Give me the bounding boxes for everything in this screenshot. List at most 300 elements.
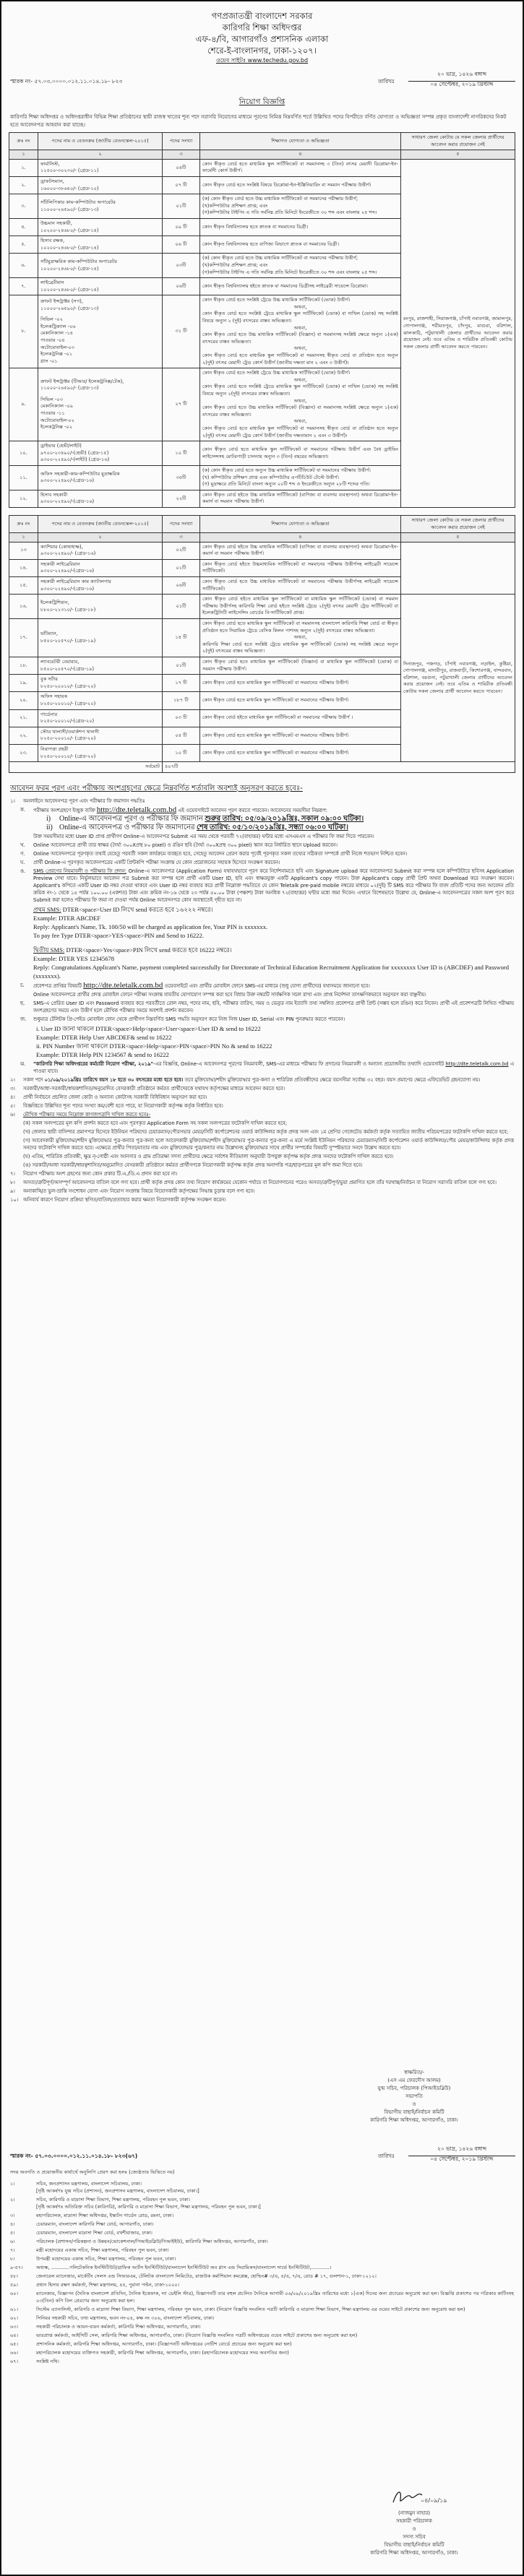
job-qualification — [200, 236, 401, 254]
job-qualification — [200, 278, 401, 295]
job-trade: ইলেকট্রিক্যাল -০৬ — [40, 323, 76, 329]
qualification-text: কোন স্বীকৃত বোর্ড হতে উচ্চ মাধ্যমিক সার্টিফিকেট (বিজ্ঞান) বা সমমানসহ সংশ্লিষ্ট ক্ষেত্রে অন্যুন ১(এক) বৎসরের বাস্তব অভিজ্ঞতা। — [202, 332, 398, 345]
col-district: সাধারণ জেলা কোটায় যে সকল জেলার প্রার্থীদের আবেদন করার প্রয়োজন নেই — [401, 515, 515, 532]
item-number: ১। — [10, 798, 15, 804]
copy-section — [1, 2144, 523, 2367]
item-number: ৬৭। — [10, 2359, 18, 2364]
job-post — [38, 595, 163, 619]
letterhead — [1, 1, 523, 65]
qualification-text: (গ) মুদ্রাক্ষরে প্রতি মিনিটে বাংলা অন্যুন ২০টি শব্দ ও ইংরেজীতে অন্যুন ২৮টি শব্দের গতি। — [202, 481, 370, 488]
total-label: সর্বমোট — [9, 762, 163, 773]
help-user-id-example: Example: DTER Help User ABCDEF& send to 16222 — [36, 1033, 172, 1041]
job-scale: ৮২৫০-২০০১০/- (গ্রেড-২০) — [40, 683, 96, 689]
job-scale: ১০২০০-২৪৬৮০/- (গ্রেড-১৪) — [40, 286, 99, 293]
total-value: ৪০৭টি — [163, 762, 515, 773]
job-scale: ৯৩০০-২২৪৯০/-(গ্রেড-১৬) — [40, 568, 95, 574]
job-sl: ৯. — [9, 368, 38, 441]
copy-text — [36, 2349, 514, 2356]
job-count: ০১টি — [163, 559, 200, 576]
item-number: ৫৮। — [10, 2273, 18, 2279]
qualification-text: কোন স্বীকৃত বোর্ড হতে সংশ্লিষ্ট ট্রেডে মাধ্যমিক স্কুল সার্টিফিকেট (ভোক) বা দাখিল (ভোক) সহ সংশ্লিষ্ট বিষয়ে অন্যুন ২(দুই) বৎসরের বাস্তব অভিজ্ঞতা। — [202, 384, 398, 397]
memo2-number: স্মারক নং- ৫৭.০৩.০০০০.০১২.১১.০১৪.১৮- ৮২৩(৬৭) — [10, 2153, 138, 2159]
item-number: ৭। — [10, 2247, 15, 2253]
qualification-text: কোন স্বীকৃত বোর্ড হতে মাধ্যমিক স্কুল সার্টিফিকেট বা সমমানের পরীক্ষায় উত্তীর্ণ। — [202, 697, 349, 704]
total-row — [9, 762, 515, 773]
sms1-reply: Reply: Applicant's Name, Tk. 100/50 will be charged as application fee, Your PIN is xxxxxxx. — [33, 922, 268, 930]
district-note-text: রংপুর, রাজশাহী, সিরাজগঞ্জ, চাঁপাই নবাবগঞ্জ, জামালপুর, গোপালগঞ্জ, শরীয়তপুর, চাঁদপুর, মাগুরা, বরিশাল, ঝালকাঠি, পটুয়াখালী জেলার প্রার্থীদের আবেদন করার প্রয়োজন নেই। তবে এতিম ও শারিরীক প্রতিবন্ধী কোটায় সকল জেলার প্রার্থী আবেদন করতে পারবেন। — [403, 316, 512, 350]
job-count: ০২টি — [163, 542, 200, 559]
item-number: ৮। — [10, 1179, 15, 1185]
condition-6-umo: (ঙ) সরকারী/আধা সরকারী/স্বায়ত্বশাসিত/অনুমোদিত বেসরকারী প্রতিষ্ঠানে কর্মরত প্রার্থীগণকে নিয়োগকারী কর্তৃপক্ষ কর্তৃক প্রদত্ত অনাপত্তি পত্র/ছাড়পত্রের মূল কপি জমা দিতে হবে। — [23, 1162, 363, 1168]
signatory-role: সভাপতি — [405, 2093, 423, 2099]
column-number-row — [9, 150, 515, 160]
job-name: হিসাব সহকারী — [40, 491, 68, 498]
or-separator: অথবা, — [293, 397, 307, 404]
job-sl: ৪. — [9, 218, 38, 235]
item-number: ৬৩। — [10, 2324, 18, 2330]
item-number: ১। — [10, 2181, 15, 2187]
job-scale: ৮২৫০-২০০১০/- (গ্রেড-২০) — [40, 735, 96, 742]
item-number: ৬১। — [10, 2307, 18, 2312]
condition-cha-text: প্রবেশপত্র প্রাপ্তির বিষয়টি — [33, 982, 82, 989]
job-post — [38, 744, 163, 761]
qualification-text: (ক) কোন স্বীকৃত বোর্ড হতে উচ্চ মাধ্যমিক সার্টিফিকেট বা সমমানের পরীক্ষায় উত্তীর্ণ; — [202, 255, 358, 262]
item-number: i) — [46, 814, 51, 823]
copy-item — [10, 2332, 514, 2339]
copy-text — [36, 2290, 514, 2304]
job-trade: গ্লাস -০১ — [40, 358, 58, 364]
item-number: চ. — [20, 982, 25, 988]
col-num: ১ — [9, 150, 38, 160]
job-post — [38, 709, 163, 727]
copy-text — [36, 2229, 514, 2236]
job-post — [38, 278, 163, 295]
qualification-text: (ক) কোন স্বীকৃত বোর্ড হতে অন্যুন উচ্চ মাধ্যমিক সার্টিফিকেট বা সমমানের পরীক্ষায় উত্তীর্ণ। — [202, 467, 371, 473]
copy-text — [36, 2212, 514, 2219]
job-trade: মেকানিক্যাল -০৯ — [40, 403, 74, 410]
qualification-text: কোন স্বীকৃত বোর্ড হতে সংশ্লিষ্ট ট্রেডে মাধ্যমিক স্কুল সার্টিফিকেট (ভোক) বা দাখিল (ভোক) সহ সংশ্লিষ্ট বিষয়ে অন্যুন ২ (দুই) বৎসরের বাস্তব অভিজ্ঞতা। — [202, 311, 398, 324]
qualification-text: কোন স্বীকৃত বিশ্ববিদ্যালয় হতে বাণিজ্য বিভাগে স্নাতক বা সমমানের ডিগ্রী। — [202, 241, 340, 247]
copy-item — [10, 2349, 514, 2356]
job-qualification — [200, 218, 401, 235]
item-number: ৬৫। — [10, 2341, 18, 2347]
item-number: ৩। — [10, 1085, 15, 1092]
job-qualification — [200, 577, 401, 595]
copy-text — [36, 2323, 514, 2330]
job-sl: ২১. — [9, 709, 38, 727]
copy-recipient: সংশ্লিষ্ট নথি। — [36, 2359, 59, 2364]
district-note — [401, 595, 515, 762]
job-name: সহকারী লাইব্রেরিয়ান কাম ক্যাটালগার — [40, 579, 111, 585]
column-number-row — [9, 533, 515, 543]
item-number: ৫। — [10, 1102, 15, 1109]
qualification-text: কোন স্বীকৃত বিশ্ববিদ্যালয় হইতে স্নাতক বা সমমানের ডিগ্রীসহ লাইব্রেরী সায়েন্সে ডিপ্লোমা। — [202, 282, 368, 289]
city-line: শেরে-ই-বাংলানগর, ঢাকা-১২০৭। — [207, 46, 317, 56]
start-date-label: Online-এ আবেদনপত্র পূরণ ও পরীক্ষার ফি জমাদান — [59, 814, 203, 823]
job-sl: ১. — [9, 159, 38, 176]
job-name: উচ্চমান সহকারী, — [40, 220, 72, 226]
conditions-title: আবেদন ফরম পূরণ এবং পরীক্ষায় অংশগ্রহণের ক্ষেত্রে নিম্নবর্ণিত শর্তাবলি অবশ্যই অনুসরণ করতে হবেঃ- — [10, 784, 303, 792]
copy-recipient: সচিব, কারিগরি ও মাদ্রাসা শিক্ষা বিভাগ, শিক্ষা মন্ত্রণালয়, পরিবহন পুল ভবন, ঢাকা। — [36, 2197, 190, 2203]
copy-text — [36, 2180, 514, 2195]
sms-rules-text: Online-এ আবেদনপত্র (Application Form) যথাযথভাবে পূরণ করে নির্দেশনামতে ছবি এবং Signature upload করে আবেদনপত্র Submit করা সম্পন্ন হলে কম্পিউটারে ছবিসহ Application Preview দেখা যাবে। নির্ভুলভাবে আবেদন পত্র Submit করা সম্পন্ন হলে প্রার্থী একটি User ID, ছবি এবং স্বাক্ষরযুক্ত একটি Applicant's copy পাবেন। উক্ত Applicant's copy প্রার্থী প্রিন্ট অথবা Download করে সংরক্ষণ করবেন। Applicant's কপিতে একটি User ID নম্বর দেওয়া থাকবে এবং User ID নম্বর ব্যবহার করে প্রার্থী নিম্নোক্ত পদ্ধতিতে যে কোন Teletalk pre-paid mobile নম্বরের মাধ্যমে ০২(দুই) টি SMS করে পরীক্ষার ফি বাবদ প্রতিটি পদের জন্য আবেদন প্রতি ক্রমিক নং-১ থেকে ১৫ পর্যন্ত ১০০.০০ (একশত) টাকা এবং ক্রমিক নং-১৬ থেকে ২৩ পর্যন্ত ৫০.০০ টাকা (পঞ্চাশ) টাকা অনধিক ৭২(বাহাত্তর) ঘন্টার মধ্যে জমা দিবেন। এখানে বিশেষভাবে উল্লেখ্য যে, Online-এ আবেদনপত্রের সকল অংশ পূরণ করে Submit করা হলেও পরীক্ষার ফি জমা না দেওয়া পর্যন্ত Online আবেদনপত্র কোন অবস্থাতেই গৃহীত হবে না। — [33, 868, 515, 903]
copy-item — [10, 2341, 514, 2348]
job-name: সহকারী লাইব্রেরিয়ান — [40, 561, 80, 567]
job-post — [38, 441, 163, 466]
condition-cha-note: Online আবেদনপত্রে প্রার্থীর প্রদত্ত মোবাইল ফোনে পরীক্ষা সংক্রান্ত যাবতীয় যোগাযোগ সম্পন্ন করা হবে বিধায় উক্ত নম্বরটি সার্বক্ষণিক সচল রাখা এবং প্রাপ্ত নির্দেশনা তাৎক্ষণিকভাবে অনুসরণ করা বাঞ্ছনীয়। — [33, 991, 426, 998]
qualification-text: (গ)কম্পিউটার টাইপিং এ গতি সর্বনিম্ন প্রতি মিনিটে ইংরেজীতে ৩০ শব্দ এবং বাংলায় ২৫ শব্দ। — [202, 269, 377, 275]
col-district: সাধারণ জেলা কোটায় যে সকল জেলার প্রার্থীদের আবেদন করার প্রয়োজন নেই — [401, 133, 515, 150]
condition-6-gha: (ঘ) এতিম, শারিরিক প্রতিবন্ধী, ক্ষুদ্র নৃ-গোষ্ঠী এবং আনসার ও গ্রাম প্রতিরক্ষা সদস্য প্রার্থীদের ক্ষেত্রে সর্বশেষ নীতিমালা অনুযায়ী উপযুক্ত কর্তৃপক্ষ কর্তৃক প্রদত্ত সনদের ফটোকপি দাখিল করতে হবে। — [23, 1153, 394, 1159]
item-number: ৫। — [10, 2230, 15, 2236]
copy-recipient: চেয়ারম্যান, বাংলাদেশ মাদ্রাসা শিক্ষা বোর্ড, বখশীবাজার, ঢাকা। — [36, 2230, 153, 2236]
website-link[interactable]: ওয়েব সাইটঃ www.techedu.gov.bd — [215, 57, 309, 64]
job-name: সাঁটলিপিকার কাম-কম্পিউটার অপারেটর — [40, 199, 116, 205]
job-post — [38, 236, 163, 254]
copy-recipient: মহাপরিচালক মহোদয়ের ব্যক্তিগত সহকারী, কারিগরি শিক্ষা অধিদপ্তর, আগারগাঁও, ঢাকা। (মহাপরিচালক মহোদয়ের সদয় অবগতির জন্য) — [36, 2350, 289, 2356]
job-sl: ২০. — [9, 692, 38, 709]
teletalk-link[interactable]: http://dte.teletalk.com.bd — [96, 805, 177, 814]
condition-ja: শুধুমাত্র টেলিটক প্রি-পেইড মোবাইল ফোন থেকে প্রার্থীগণ নিম্নবর্ণিত SMS পদ্ধতি অনুসরণ করে নিজ নিজ User ID, Serial এবং PIN পুনরুদ্ধার করতে পারবেন। — [33, 1016, 345, 1022]
col-sl: ক্রঃ নং — [9, 133, 38, 150]
job-sl: ১৭. — [9, 619, 38, 657]
job-post — [38, 542, 163, 559]
item-number: ২। — [10, 2197, 15, 2203]
item-number: জ. — [20, 1016, 27, 1022]
col-count: পদের সংখ্যা — [163, 515, 200, 532]
copy-item — [10, 2264, 514, 2271]
date-label: তারিখঃ — [378, 78, 395, 85]
condition-3: সরকারী/আধা-সরকারী/স্বায়ত্তশাসিত/অনুমোদিত বেসরকারী প্রতিষ্ঠানে কর্মরত প্রার্থীদেরকে যথাযথ কর্তৃপক্ষের মাধ্যমে আবেদন করতে হবে। — [23, 1085, 285, 1092]
condition-7: নিয়োগ পরীক্ষায় অংশ গ্রহণের জন্য কোন প্রকার টি.এ./ডি.এ প্রদান করা হবে না। — [23, 1170, 178, 1177]
job-sl: ৮. — [9, 295, 38, 368]
teletalk-link[interactable]: http://dte.teletalk.com.bd — [445, 1060, 509, 1067]
job-scale: ১০২০০-২৪৬৮০/- (গ্রেড-১৪) — [40, 265, 99, 272]
qualification-text: কোন স্বীকৃত বোর্ড হইতে উচ্চ মাধ্যমিক সার্টিফিকেট (বাণিজ্য বা ব্যবসায় ব্যবস্থাপনা) অথবা ডিপ্লোমা-ইন-কমার্স বা সমমান পরীক্ষায় উত্তীর্ণ। — [202, 543, 398, 557]
copy-recipient: উপমন্ত্রী মহোদয়ের একান্ত সচিব, শিক্ষা মন্ত্রণালয়, পরিবহন পুল ভবন, ঢাকা। — [36, 2256, 176, 2262]
sms1-text: DTER<space>User ID লিখে send করতে হবে ১৬২২২ নম্বরে। — [62, 905, 213, 913]
signatory-committee: বিভাগীয় বাছাই/নির্বাচন কমিটি — [384, 2109, 444, 2115]
or-separator: অথবা, — [293, 418, 307, 425]
sms-instructions — [20, 905, 514, 980]
job-name: ক্যাশিয়ার (কোষাধ্যক্ষ), — [40, 543, 83, 550]
job-scale: ১১০০০-২৬৫৯০/- (গ্রেড-১৩) — [40, 385, 99, 392]
signatory-name: (নাজমুন নাহার) — [398, 2510, 430, 2516]
district-note — [401, 159, 515, 507]
job-trade: পাওয়ার -১১ — [40, 410, 65, 416]
job-sl: ৭. — [9, 278, 38, 295]
col-num: ৩ — [163, 533, 200, 543]
col-num: ৪ — [200, 150, 401, 160]
qualification-text: কোন স্বীকৃত বোর্ড হতে সংশ্লিষ্ট বিষয়ে ডিপ্লোমা-ইন-ইঞ্জিনিয়ারিং বা সমমান পরীক্ষায় উত্তীর্ণ। — [202, 181, 371, 188]
copy-item — [10, 2281, 514, 2288]
date-label: তারিখঃ — [378, 2153, 395, 2159]
copy-text — [36, 2247, 514, 2254]
signatory-and: ও — [412, 2526, 416, 2532]
job-name: অফিস সহকারী-কাম-কম্পিউটার মুদ্রাক্ষরিক — [40, 470, 120, 477]
table-row — [9, 542, 515, 559]
item-number: ঘ. — [20, 859, 25, 865]
job-name: ক্রাফট ইন্সট্রাক্টর (সপ), — [40, 298, 83, 305]
condition-kha: Online আবেদনপত্রে প্রার্থী তার স্বাক্ষর (দৈর্ঘ্য ৩০০Xপ্রস্থ ৮০ pixel) ও রঙিন ছবি (দৈর্ঘ্য ৩০০Xপ্রস্থ ৩০০ pixel) স্ক্যান করে নির্ধারিত স্থানে Upload করবেন। — [33, 842, 338, 848]
job-post — [38, 254, 163, 278]
job-qualification — [200, 595, 401, 619]
job-name: লাইব্রেরীয়ান — [40, 280, 64, 286]
item-number: ৭। — [10, 1170, 15, 1177]
copy-text — [36, 2314, 514, 2322]
copy-recipient: মহাপরিচালক, মাদ্রাসা শিক্ষা অধিদপ্তর, ইস্কাটন গার্ডেন রোড, রমনা, ঢাকা। — [36, 2213, 174, 2218]
job-name: অফিস সহায়ক — [40, 693, 68, 700]
job-count: ০৬ টি — [163, 236, 200, 254]
job-count: ০১টি — [163, 595, 200, 619]
item-number: ৩। — [10, 2213, 15, 2218]
job-count: ২২টি — [163, 490, 200, 507]
govt-name: গণপ্রজাতন্ত্রী বাংলাদেশ সরকার — [211, 11, 313, 21]
condition-4: প্রার্থী নির্বাচনে প্রচলিত জেলা কোটা ও অন্যান্য কোটাসহ সরকারী বিধিবিধান অনুসরণ করা হবে। — [23, 1094, 207, 1100]
copy-item — [10, 2314, 514, 2322]
item-number: ঙ. — [20, 868, 26, 874]
copy-item — [10, 2229, 514, 2236]
signature-icon — [389, 2486, 447, 2507]
copy-recipient: জেনারেল ম্যানেজার, মার্কেটিং সেলস এন্ড সিআরএম, টেলিটক বাংলাদেশ লিমিটেড, রাজউক কর্মাশিয়াল কমপ্লেক্স, হোল্ডিং# ৩/এ, ৫/এ, ৭/এ, রোড # ১৭, গুলশান-১, ঢাকা-১২১২। — [36, 2273, 377, 2279]
job-post — [38, 727, 163, 744]
job-qualification — [200, 159, 401, 176]
job-count: ০৩টি — [163, 254, 200, 278]
date-bangla: ২০ ভাদ্র, ১৪২৬ বঙ্গাব্দ — [408, 71, 515, 82]
district-note — [401, 542, 515, 595]
job-count: ৩৫টি — [163, 465, 200, 490]
signatory-and: ও — [412, 2101, 416, 2107]
job-qualification — [200, 194, 401, 219]
condition-5: বিজ্ঞপ্তিতে উল্লিখিত শূন্য পদের সংখ্যা কম/বেশী হতে পারে, যা নিয়োগকারী কর্তৃপক্ষ কর্তৃক নির্ধারিত হবে। — [23, 1102, 223, 1109]
condition-8: অসত্য/ত্রুটিপূর্ণ/অসম্পূর্ণ আবেদনপত্র বাতিল বলে গণ্য হবে। প্রার্থী কর্তৃক প্রদত্ত কোন তথ্য নিয়োগ কার্যক্রমের যেকোন পর্যায়ে বা নিয়োগদানের পরেও অসত্য/ত্রুটিপূর্ণ/ভুয়া প্রমাণিত হলে তাঁর দরখাস্ত/নির্বাচন বা নিয়োগ সরাসরি বাতিল বলে গণ্য হবে। — [23, 1179, 497, 1185]
condition-1: অনলাইনে আবেদনপত্র পূরণ এবং পরীক্ষার ফি জমাদান পদ্ধতিঃ — [23, 798, 145, 804]
table-row — [9, 159, 515, 176]
job-post — [38, 675, 163, 692]
copy-item — [10, 2247, 514, 2254]
copy-text — [36, 2332, 514, 2339]
job-trade: অটোমোবাইল-০৩ — [40, 344, 74, 350]
job-count: ০৪টি — [163, 159, 200, 176]
copy-item — [10, 2290, 514, 2304]
qualification-text: কোন স্বীকৃত বোর্ড হতে মাধ্যমিক স্কুল সার্টিফিকেট বা সমমানের পরীক্ষায় উত্তীর্ণ। — [202, 732, 349, 738]
col-num: ৫ — [401, 150, 515, 160]
job-qualification — [200, 441, 401, 466]
qualification-text: কোন স্বীকৃত বোর্ড হতে মাধ্যমিক স্কুল সার্টিফিকেট (বিজ্ঞান) বা মাধ্যমিক স্কুল সার্টিফিকেট (ভোক) বা সমমান পরীক্ষায় উত্তীর্ণ। — [202, 659, 398, 672]
copy-item — [10, 2212, 514, 2219]
qualification-text: কোন স্বীকৃত বোর্ড হইতে মাধ্যমিক স্কুল সার্টিফিকেট বা মাধ্যমিক স্কুল সার্টিফিকেট (ভোক) বা সমমান পরীক্ষায় উত্তীর্ণসহ কারিগরি শিক্ষা বোর্ড হইতে সংশ্লিষ্ট ট্রেডে ২(দুই) বৎসর মেয়াদী ট্রেড সার্টিফিকেট বা ইলেকট্রিসিটি লাইসেন্সিং বোর্ডের বি-সার্টিফিকেট প্রাপ্ত। — [202, 596, 398, 616]
copy-recipient: প্রশাসনিক কর্মকর্তা, কারিগরি শিক্ষা অধিদপ্তর, আগারগাঁও, ঢাকা। (বিজ্ঞাপনটি অধিদপ্তরের নোটিশ বোর্ডে প্রচারের জন্য অনুরোধ করা হল) — [36, 2341, 292, 2347]
copy-text — [36, 2281, 514, 2288]
job-name: গার্ডেনার — [40, 711, 58, 717]
age-limit: ০১/০৯/২০১৯খ্রিঃ তারিখে বয়স ১৮ হতে ৩০ বৎসরের মধ্যে হতে হবে। — [44, 1076, 184, 1083]
job-scale: ৯৩০০-২২৪৯০/-(লাইট) (গ্রেড-১৬) — [40, 457, 110, 463]
qualification-text: (গ)কম্পিউটার টাইপিং এ গতি সর্বনিম্ন প্রতি মিনিটে ইংরেজীতে ৩০ শব্দ এবং বাংলায় ২৫ শব্দ। — [202, 209, 377, 216]
copy-recipient: চেয়ারম্যান, বাংলাদেশ কারিগরি শিক্ষা বোর্ড, আগারগাঁও, ঢাকা। — [36, 2221, 154, 2227]
sms1-example: Example: DTER ABCDEF — [33, 914, 101, 922]
signatory-office: কারিগরি শিক্ষা অধিদপ্তর, আগারগাঁও, ঢাকা। — [370, 2117, 458, 2123]
condition-2-text2: তবে মুক্তিযোদ্ধা/শহীদ মুক্তিযোদ্ধার পুত্র-কন্যা ও শারিরিক প্রতিবন্ধীদের ক্ষেত্রে বয়সসীমা সর্বোচ্চ ৩২ বছর। বয়স প্রমাণের ক্ষেত্রে এফিডেভিট গ্রহনযোগ্য নয়। — [184, 1076, 481, 1083]
sms1-label: প্রথম SMS: — [33, 905, 61, 913]
item-number: ৬২। — [10, 2315, 18, 2321]
copy-text — [36, 2273, 514, 2280]
col-qualification: শিক্ষাগত যোগ্যতা ও অভিজ্ঞতা — [200, 133, 401, 150]
job-count: ২৭ টি — [163, 368, 200, 441]
job-qualification — [200, 657, 401, 675]
condition-ga: Online আবেদনপত্রে পূরণকৃত তথ্যই যেহেতু পরবর্তী সকল কার্যক্রমে ব্যবহৃত হবে, সেহেতু আবেদন প্রেরণ করার পূর্বেই পূরণকৃত সকল তথ্যের সঠিকতা সম্পর্কে প্রার্থী নিজে শতভাগ নিশ্চিত হবেন। — [33, 850, 408, 857]
copy-intro: সদয় অবগতি ও প্রয়োজনীয় কার্যার্থে অনুলিপি প্রেরণ করা হলঃ (জ্যেষ্ঠতার ভিত্তিতে নয়) — [10, 2169, 175, 2175]
job-sl: ২. — [9, 176, 38, 194]
job-count: ১৪ টি — [163, 619, 200, 657]
qualification-text: কোন স্বীকৃত বোর্ড হইতে মাধ্যমিক স্কুল সার্টিফিকেট বা সমমানের পরীক্ষায় উত্তীর্ণ । — [202, 714, 353, 721]
copy-item — [10, 2255, 514, 2262]
job-qualification — [200, 709, 401, 727]
qualification-text: কোন স্বীকৃত বোর্ড হতে সংশ্লিষ্ট ট্রেডে উচ্চ মাধ্যমিক সার্টিফিকেট (ভোক) উত্তীর্ণ। — [202, 297, 351, 303]
copy-text — [36, 2238, 514, 2245]
jobs-table-1 — [9, 132, 515, 508]
job-count: ০১টি — [163, 657, 200, 675]
date-bangla: ২০ ভাদ্র, ১৪২৬ বঙ্গাব্দ — [408, 2145, 515, 2156]
job-sl: ২২. — [9, 727, 38, 744]
job-name: ইলেকট্রিশিয়ান, — [40, 600, 69, 606]
condition-jha-text: -এর বিজ্ঞপ্তি, Online-এ আবেদনপত্র পূরণের নিয়মাবলী, SMS-এর মাধ্যমে পরীক্ষার ফি প্রদানের নিয়মাবলী ও অন্যান্য প্রয়োজনীয় তথ্যাদি ওয়েবসাইট — [153, 1060, 444, 1067]
job-sl: ১৮. — [9, 657, 38, 675]
job-name: স্টোর খালাসী/ওয়ার্কশপ খালসী — [40, 728, 99, 735]
qualification-text: কোন স্বীকৃত বোর্ড হতে সংশ্লিষ্ট ট্রেডে উচ্চ মাধ্যমিক সার্টিফিকেট (ভোক) উত্তীর্ণ। — [202, 370, 351, 376]
job-trade: ইলেকট্রনিক্স -০২ — [40, 424, 73, 431]
help-instructions — [20, 1024, 514, 1059]
item-number: ৬। — [10, 2239, 15, 2244]
item-number: ৯। — [10, 1188, 15, 1194]
memo2-row — [1, 2144, 523, 2169]
teletalk-link[interactable]: http://dte.teletalk.com.bd — [83, 980, 163, 990]
sms2-reply: Reply: Congratulations Applicant's Name, payment completed successfully for Directorate of Technical Education Recruitment Application for xxxxxxxx User ID is (ABCDEF) and Password (xxxxxxx). — [33, 963, 510, 980]
job-scale: ১০২০০-২৪৬৮০/- (গ্রেড-১৪) — [40, 227, 99, 233]
condition-2-text: সকল পদে — [23, 1076, 43, 1083]
job-qualification — [200, 619, 401, 657]
job-post — [38, 368, 163, 441]
job-qualification — [200, 368, 401, 441]
job-count: ০৭ টি — [163, 176, 200, 194]
condition-jha-text2: এ পাওয়া যাবে। — [33, 1060, 515, 1074]
job-sl: ৫. — [9, 236, 38, 254]
sms1-pay: To pay fee Type DTER<space>YES<space>PIN and Send to 16222. — [33, 931, 204, 939]
table-header-row — [9, 133, 515, 150]
signatory-name: (এস এম ফেরদৌস আলম) — [387, 2078, 441, 2083]
job-post — [38, 577, 163, 595]
or-separator: অথবা, — [293, 634, 307, 641]
job-scale: ১২৫০০-৩০২৩০/- (গ্রেড-১১) — [40, 168, 99, 174]
job-count: ০৬টি — [163, 577, 200, 595]
jobs-table-2 — [9, 515, 515, 773]
copy-recipient: ভারপ্রাপ্ত কর্মকর্তা, আইসিটি সেল, কারিগরি শিক্ষা অধিদপ্তর, আগারগাঁও, ঢাকা। (নিয়োগ বিজ্ঞপ্তি সংবলিত পত্রটি অধিদপ্তরের ওয়েব সাইটে প্রকাশের জন্য অনুরোধ করা হল) — [36, 2333, 358, 2338]
signatory-committee: বিভাগীয় বাছাই/নির্বাচন কমিটি — [384, 2542, 444, 2548]
signatory-1 — [335, 2069, 494, 2125]
copy-attention: [দৃষ্টি আকর্ষণঃ যুগ্ম সচিব (প্রশাসন), জনপ্রশাসন মন্ত্রণালয়, বাংলাদেশ সচিবালয়, ঢাকা।] — [36, 2188, 199, 2194]
signature-date: ০৪/০৯/১৯ — [421, 2497, 447, 2504]
copy-recipient: ম্যানেজার, বিজ্ঞাপন (দৈনিক বাংলাদেশ প্রতিদিন, দৈনিক ইত্তেফাক, দ্যা ডেইলি স্টার), বিজ্ঞাপনটি তার বহুল প্রচলিত দৈনিকে আগামী ০৬/০৯/২০১৯খ্রিঃ তারিখের মধ্যে ১(এক) দিনের জন্য প্রচারের অনুরোধ করা হল। বিজ্ঞপ্তি প্রকাশের পর পত্রিকার কাটিংসহ ০৩(তিন) কপি বিল প্রেরণের জন্য অনুরোধ করা হল। — [36, 2291, 514, 2304]
copy-text — [36, 2341, 514, 2348]
job-scale: ৮৫০০-২০৫৭০/- (গ্রেড-১৯) — [40, 638, 96, 644]
job-qualification — [200, 727, 401, 744]
condition-10: অনিবার্য কারণে নিয়োগ প্রক্রিয়া স্থগিত/বাতিল/প্রত্যাহার করার ক্ষমতা নিয়োগকারী কর্তৃপক্ষ সংরক্ষণ করেন। — [23, 1196, 226, 1203]
or-separator: অথবা, — [293, 303, 307, 310]
copy-recipient: সহকারী পরিচালক ও আয়ন-ব্যয়ন কর্মকর্তা, কারিগরি শিক্ষা অধিদপ্তর, আগারগাঁও, ঢাকা। — [36, 2324, 201, 2330]
job-qualification — [200, 744, 401, 761]
item-number: ক. — [20, 806, 25, 813]
end-date-label: Online-এ আবেদনপত্র ও পরীক্ষার ফি জমাদানের — [59, 823, 195, 831]
condition-ka-note: উক্ত সময়সীমার মধ্যে User ID প্রাপ্ত প্রার্থীগণ Online-এ আবেদনপত্র Submit এর সময় থেকে পরবর্তী ৭২(বাহাত্তর) ঘন্টার মধ্যে এসএমএস এ পরীক্ষার ফি জমা দিতে পারবেন। — [33, 833, 374, 839]
item-number: ১০। — [10, 1196, 19, 1203]
or-separator: অথবা, — [293, 324, 307, 331]
col-num: ৪ — [200, 533, 401, 543]
job-qualification — [200, 176, 401, 194]
end-date: শেষ তারিখ: ০৫/১০/২০১৯খ্রিঃ, সন্ধ্যা ০৬:০০ ঘটিকা। — [196, 823, 348, 831]
job-count: ০৯ টি — [163, 218, 200, 235]
job-trade: অটোমোবাইল-০২ — [40, 417, 74, 423]
memo-row — [1, 69, 523, 94]
job-scale: ৮৫০০-২০৫৭০/-(গ্রেড-১৯) — [40, 665, 95, 672]
copy-item — [10, 2238, 514, 2245]
item-number: ii) — [46, 823, 53, 831]
job-name: ক্রাফট ইন্সট্রাক্টর (টিআর/ ইলেকট্রনিক্স/টেক), — [40, 378, 124, 384]
qualification-text: কোন স্বীকৃত বোর্ড হতে উচ্চ মাধ্যমিক সার্টিফিকেট (বিজ্ঞান) বা সমমানসহ সংশ্লিষ্ট ক্ষেত্রে অন্যুন ১(এক) বৎসরের বাস্তব অভিজ্ঞতা। — [202, 405, 398, 418]
job-scale: ১১০০০-২৬৫৯০/- (গ্রেড-১৩) — [40, 206, 99, 212]
copy-text — [36, 2221, 514, 2228]
job-sl: ১৪. — [9, 559, 38, 576]
conditions — [10, 798, 514, 1203]
copy-recipient: সিনিয়র সহকারী সচিব, তথ্য মন্ত্রণালয়, ভবন নং-০৪, কক্ষ নং ৩০৬, বাংলাদেশ সচিবালয়, ঢাকা। — [36, 2315, 215, 2321]
item-number: ৬৪। — [10, 2333, 18, 2338]
job-post — [38, 465, 163, 490]
job-qualification — [200, 542, 401, 559]
condition-ka-text: পরীক্ষায় অংশগ্রহণে ইচ্ছুক ব্যক্তি — [33, 807, 95, 813]
job-name: ফার্মাসিস্ট, — [40, 160, 60, 167]
job-sl: ১৬. — [9, 595, 38, 619]
condition-6: মৌখিক পরীক্ষার সময়ে নিম্নোক্ত কাগজপত্রাদি দাখিল করতে হবেঃ- — [23, 1111, 151, 1118]
job-count: ০৬টি — [163, 278, 200, 295]
condition-6-ka: (ক) সকল সনদপত্রের মূল কপি প্রদর্শন করতে হবে এবং পূরণকৃত Application Form সহ সকল সনদপত্রের ফটোকপি দাখিল করতে হবে; — [23, 1120, 287, 1126]
job-count: ০৩ টি — [163, 709, 200, 727]
qualification-text: কোন স্বীকৃত বোর্ড হতে মাধ্যমিক স্কুল সার্টিফিকেট বা সমমানসহ ৩ (তিন) বৎসর মেয়াদী ডিপ্লোমা-ইন-ফার্মেসী কোর্স উত্তীর্ণ। — [202, 160, 398, 174]
notice-intro: কারিগরি শিক্ষা অধিদপ্তর ও অধিদপ্তরাধীন বিভিন্ন শিক্ষা প্রতিষ্ঠানের স্থায়ী রাজস্ব খাতের শূন্য পদে সরাসরি নিয়োগের মাধ্যমে পূরণের নিমিত্ত নিম্নবর্ণিত শর্তে উল্লিখিত পদের বিপরীতে বর্ণিত যোগ্যতা ও অভিজ্ঞতা সম্পন্ন প্রকৃত বাংলাদেশী নাগরিকদের নিকট হতে আবেদনপত্র আহবান করা যাচ্ছে। — [10, 114, 507, 128]
qualification-text: কোন স্বীকৃত বোর্ড হতে মাধ্যমিক স্কুল সার্টিফিকেট বা সমমানসহ স্বীকৃত বোর্ড বা প্রতিষ্ঠান হতে অন্যুন ২(দুই) বৎসর মেয়াদী ট্রেড কোর্স উত্তীর্ণ (জাতীয় দক্ষতামান ২ এবং ৩ উত্তীর্ণ)। — [202, 425, 398, 438]
qualification-text: কারিগরি শিক্ষা বোর্ড হতে সংশ্লিষ্ট ট্রেডে মাধ্যমিক স্কুল সার্টিফিকেট (ভোক) সহ সংশ্লিষ্ট ক্ষেত্রে অন্যুন ২(দুই) বৎসরের বাস্তব অভিজ্ঞতা। — [202, 641, 398, 654]
copy-recipient: পরিচালক (প্রশাসন/পরিকল্পনা ও উন্নয়ন/ভোকেশনাল/পিআইডব্লিউ/পিআইইউ), কারিগরি শিক্ষা অধিদপ্তর, আগারগাঁও, ঢাকা। — [36, 2239, 268, 2244]
copy-item — [10, 2180, 514, 2195]
job-qualification — [200, 254, 401, 278]
job-sl: ১০. — [9, 441, 38, 466]
job-name: ড্রাইভার (হেভী/লাইট) — [40, 443, 82, 449]
job-qualification — [200, 692, 401, 709]
item-number: ছ. — [20, 1000, 25, 1006]
job-count: ১০ টি — [163, 441, 200, 466]
job-count: ০১টি — [163, 194, 200, 219]
qualification-text: (খ)কম্পিউটার প্রশিক্ষণ প্রাপ্ত; এবং — [202, 262, 268, 268]
job-scale: ৮৮০০-২১৩১০/- (গ্রেড-১৮) — [40, 606, 96, 613]
copy-text — [36, 2264, 514, 2271]
copy-attention: [দৃষ্টি আকর্ষণঃ অতিরিক্ত সচিব (কারিগরি), কারিগরি ও মাদ্রাসা শিক্ষা বিভাগ, শিক্ষা মন্ত্রণালয়, পরিবহন পুল ভবন, ঢাকা।] — [36, 2204, 261, 2210]
qualification-text: (খ)কম্পিউটার প্রশিক্ষণ প্রাপ্ত; এবং — [202, 202, 268, 209]
qualification-text: কোন স্বীকৃত বিশ্ববিদ্যালয় হতে স্নাতক বা সমমানের ডিগ্রী। — [202, 223, 309, 230]
item-number: গ. — [20, 850, 25, 857]
job-name: সাঁটমুদ্রাক্ষরিক কাম-কম্পিউটার অপারেটর — [40, 259, 118, 265]
item-number: ৮। — [10, 2256, 15, 2262]
table-header-row — [9, 515, 515, 532]
job-sl: ১৯. — [9, 675, 38, 692]
job-qualification — [200, 465, 401, 490]
col-post: পদের নাম ও বেতনক্রম (জাতীয় বেতনস্কেল-২০১৫) — [38, 133, 163, 150]
